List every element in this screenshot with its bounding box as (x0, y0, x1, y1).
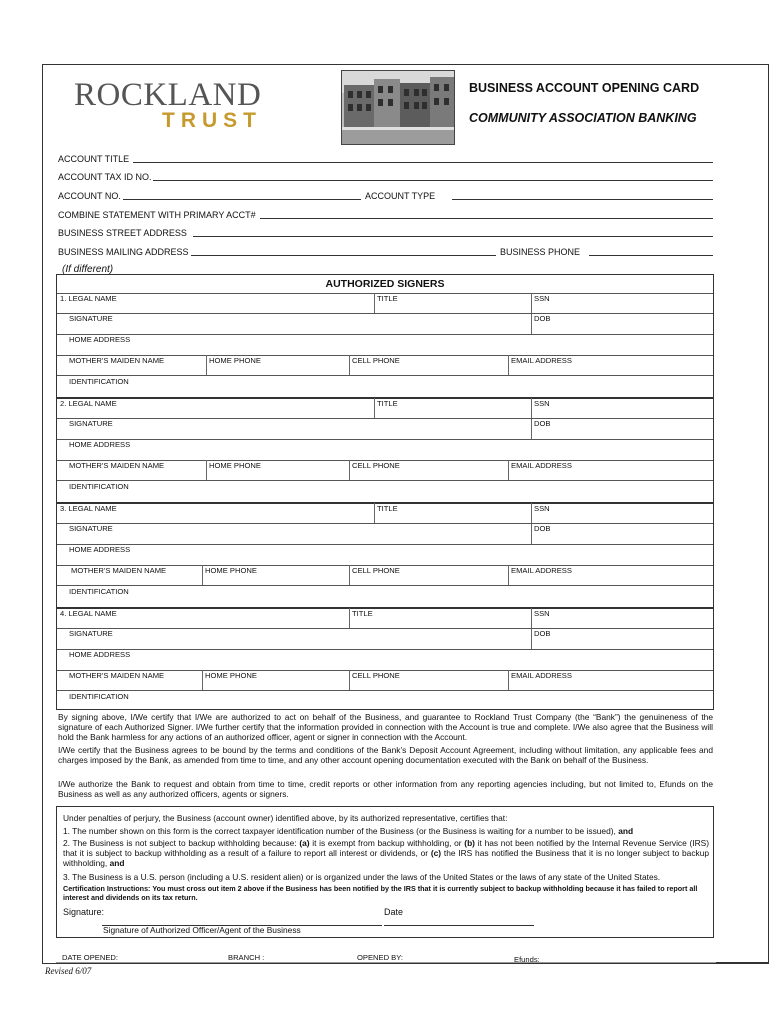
combine-statement-line[interactable] (260, 218, 713, 219)
signer-1-identification-label[interactable]: IDENTIFICATION (69, 377, 129, 386)
signer-1-home-phone-label[interactable]: HOME PHONE (209, 356, 261, 365)
signer-2-home-address-label[interactable]: HOME ADDRESS (69, 440, 131, 449)
signer-4-home-phone-label[interactable]: HOME PHONE (205, 671, 257, 680)
cert-item-2-and: and (109, 858, 125, 868)
cert-intro: Under penalties of perjury, the Business (account owner) identified above, by its authorized representative, certifies that: (63, 813, 508, 823)
divider (508, 460, 509, 480)
signer-1-home-row (57, 334, 713, 335)
account-type-label: ACCOUNT TYPE (365, 191, 436, 201)
divider (349, 608, 350, 628)
signer-2-maiden-label[interactable]: MOTHER'S MAIDEN NAME (69, 461, 165, 470)
signer-1-dob-label[interactable]: DOB (534, 314, 551, 323)
tax-id-line[interactable] (153, 180, 713, 181)
signer-4-maiden-label[interactable]: MOTHER'S MAIDEN NAME (69, 671, 165, 680)
cert-item-1-text: 1. The number shown on this form is the correct taxpayer identification number of the Business (or the Business is waiting for a number to be issued), (63, 826, 616, 836)
signer-3-email-label[interactable]: EMAIL ADDRESS (511, 566, 572, 575)
signer-1-title-label[interactable]: TITLE (377, 294, 398, 303)
divider (206, 355, 207, 375)
signer-2-email-label[interactable]: EMAIL ADDRESS (511, 461, 572, 470)
signer-1-id-row (57, 375, 713, 376)
cert-item-2-c: (c) (430, 848, 442, 858)
date-opened-label: DATE OPENED: (62, 953, 118, 962)
mailing-address-label: BUSINESS MAILING ADDRESS (58, 247, 189, 257)
signer-1-maiden-label[interactable]: MOTHER'S MAIDEN NAME (69, 356, 165, 365)
signer-3-title-label[interactable]: TITLE (377, 504, 398, 513)
account-no-label: ACCOUNT NO. (58, 191, 121, 201)
date-label: Date (384, 907, 404, 917)
signer-2-identification-label[interactable]: IDENTIFICATION (69, 482, 129, 491)
signer-4-signature-row (57, 628, 713, 629)
signer-3-signature-row (57, 523, 713, 524)
divider (202, 670, 203, 690)
account-title-line[interactable] (133, 162, 713, 163)
branch-label: BRANCH : (228, 953, 265, 962)
signer-3-id-row (57, 585, 713, 586)
divider (202, 565, 203, 585)
signer-2-home-row (57, 439, 713, 440)
signer-2-dob-label[interactable]: DOB (534, 419, 551, 428)
signer-4-cell-phone-label[interactable]: CELL PHONE (352, 671, 400, 680)
signer-1-signature-label[interactable]: SIGNATURE (69, 314, 113, 323)
signer-2-legal-name-label[interactable]: 2. LEGAL NAME (60, 399, 117, 408)
signer-3-signature-label[interactable]: SIGNATURE (69, 524, 113, 533)
divider (508, 670, 509, 690)
signer-3-home-row (57, 544, 713, 545)
signer-3-ssn-label[interactable]: SSN (534, 504, 550, 513)
date-line[interactable] (384, 925, 534, 926)
signer-2-id-row (57, 480, 713, 481)
signer-3-home-address-label[interactable]: HOME ADDRESS (69, 545, 131, 554)
signer-1-legal-name-label[interactable]: 1. LEGAL NAME (60, 294, 117, 303)
cert-item-2 (63, 838, 709, 868)
rockland-trust-logo (74, 77, 262, 132)
street-address-label: BUSINESS STREET ADDRESS (58, 228, 187, 238)
account-type-line[interactable] (452, 199, 713, 200)
combine-statement-label: COMBINE STATEMENT WITH PRIMARY ACCT# (58, 210, 256, 220)
signer-4-dob-label[interactable]: DOB (534, 629, 551, 638)
building-photo (341, 70, 455, 145)
cert-item-2-b: (b) (464, 838, 475, 848)
cert-item-2-b-text: it is exempt from backup withholding, or (312, 838, 462, 848)
tax-certification-box (56, 806, 714, 938)
deposit-agreement-paragraph: I/We certify that the Business agrees to be bound by the terms and conditions of the Bank’s Deposit Account Agreement, including without limitation, any applicable fees and charges imposed by the Bank, as amended from time to time, and any other account opening documentation executed with the Bank on behalf of the Business. (58, 745, 713, 765)
signer-4-home-row (57, 649, 713, 650)
divider (374, 503, 375, 523)
cert-item-2-c-text: it has not been notified by the Internal Revenue Service (IRS) that it is subject to backup withholding as a result of a failure to report all interest or dividends, or (63, 838, 710, 858)
signer-3-home-phone-label[interactable]: HOME PHONE (205, 566, 257, 575)
divider (508, 565, 509, 585)
tax-id-label: ACCOUNT TAX ID NO. (58, 172, 152, 182)
business-phone-label: BUSINESS PHONE (500, 247, 581, 257)
signer-1-signature-row (57, 313, 713, 314)
divider (206, 460, 207, 480)
signer-2-signature-label[interactable]: SIGNATURE (69, 419, 113, 428)
cert-item-2-lead: 2. The Business is not subject to backup withholding because: (63, 838, 297, 848)
signer-2-signature-row (57, 418, 713, 419)
cert-item-1-and: and (618, 826, 634, 836)
signature-caption: Signature of Authorized Officer/Agent of the Business (103, 925, 301, 935)
cert-instructions: Certification Instructions: You must cross out item 2 above if the Business has been notified by the IRS that it is currently subject to backup withholding because it has failed to report all interest and dividends on its tax return. (63, 884, 698, 902)
logo-line2: TRUST (162, 109, 262, 132)
signer-2-title-label[interactable]: TITLE (377, 399, 398, 408)
cert-item-2-a: (a) (299, 838, 310, 848)
signer-2-home-phone-label[interactable]: HOME PHONE (209, 461, 261, 470)
signer-3-cell-phone-label[interactable]: CELL PHONE (352, 566, 400, 575)
signer-4-ssn-label[interactable]: SSN (534, 609, 550, 618)
signer-3-identification-label[interactable]: IDENTIFICATION (69, 587, 129, 596)
signer-3-legal-name-label[interactable]: 3. LEGAL NAME (60, 504, 117, 513)
divider (349, 670, 350, 690)
divider (349, 460, 350, 480)
opened-by-label: OPENED BY: (357, 953, 403, 962)
signer-1-email-label[interactable]: EMAIL ADDRESS (511, 356, 572, 365)
cert-item-1 (63, 826, 703, 836)
revision-note: Revised 6/07 (45, 966, 92, 976)
efunds-label: Efunds: (514, 955, 540, 964)
signer-1-home-address-label[interactable]: HOME ADDRESS (69, 335, 131, 344)
signer-4-home-address-label[interactable]: HOME ADDRESS (69, 650, 131, 659)
signer-4-signature-label[interactable]: SIGNATURE (69, 629, 113, 638)
divider (508, 355, 509, 375)
signer-4-title-label[interactable]: TITLE (352, 609, 373, 618)
signer-4-identification-label[interactable]: IDENTIFICATION (69, 692, 129, 701)
business-phone-line[interactable] (589, 255, 713, 256)
divider (374, 398, 375, 418)
signer-certification-paragraph: By signing above, I/We certify that I/We are authorized to act on behalf of the Business, and guarantee to Rockland Trust Company (the “Bank”) the genuineness of the signature of each Authorized Signer. I/We further certify that the information provided in connection with the Account is true and complete. I/We also agree that the Business will hold the Bank harmless for any actions of an authorized officer, agent or signer in connection with the Account. (58, 712, 713, 742)
account-title-label: ACCOUNT TITLE (58, 154, 130, 164)
mailing-address-line[interactable] (191, 255, 496, 256)
credit-report-paragraph: I/We authorize the Bank to request and obtain from time to time, credit reports or other information from any reporting agencies including, but not limited to, Efunds on the Business as well as any authorized officers, agents or signers. (58, 779, 713, 799)
form-title: BUSINESS ACCOUNT OPENING CARD (469, 81, 700, 95)
divider (374, 293, 375, 313)
authorized-signers-box (56, 274, 714, 710)
signer-4-email-label[interactable]: EMAIL ADDRESS (511, 671, 572, 680)
logo-line1: ROCKLAND (74, 77, 262, 113)
signer-1-cell-phone-label[interactable]: CELL PHONE (352, 356, 400, 365)
footer-rule (56, 962, 716, 963)
form-subtitle: COMMUNITY ASSOCIATION BANKING (469, 111, 697, 125)
cert-item-3: 3. The Business is a U.S. person (including a U.S. resident alien) or is organized under the laws of the United States or the laws of any state of the United States. (63, 872, 661, 882)
signer-4-legal-name-label[interactable]: 4. LEGAL NAME (60, 609, 117, 618)
authorized-signers-title: AUTHORIZED SIGNERS (325, 278, 445, 290)
cert-item-2-d-text: the IRS has notified the Business that it is no longer subject to backup withholding, (63, 848, 710, 868)
if-different-note: (If different) (62, 264, 114, 275)
account-no-line[interactable] (123, 199, 361, 200)
divider (349, 355, 350, 375)
signer-2-cell-phone-label[interactable]: CELL PHONE (352, 461, 400, 470)
signer-4-name-row (57, 607, 713, 609)
street-address-line[interactable] (193, 236, 713, 237)
signer-4-id-row (57, 690, 713, 691)
signer-1-ssn-label[interactable]: SSN (534, 294, 550, 303)
signer-3-dob-label[interactable]: DOB (534, 524, 551, 533)
signer-2-ssn-label[interactable]: SSN (534, 399, 550, 408)
divider (349, 565, 350, 585)
signer-3-maiden-label[interactable]: MOTHER'S MAIDEN NAME (71, 566, 167, 575)
signature-label: Signature: (63, 907, 105, 917)
